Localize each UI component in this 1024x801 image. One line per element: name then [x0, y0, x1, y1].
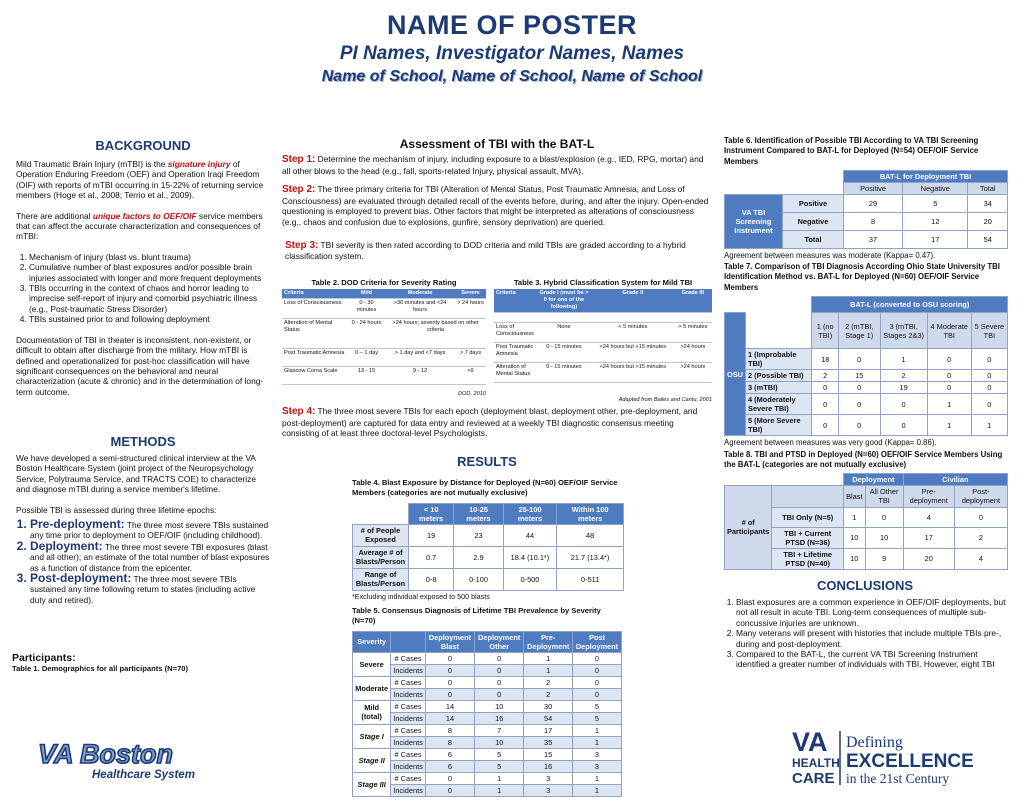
table-row: Incidents 8 10 35 1	[353, 736, 622, 748]
table4	[352, 478, 624, 601]
table5-header	[391, 631, 426, 652]
table8-group: Civilian	[903, 473, 1007, 485]
results-heading: RESULTS	[457, 454, 517, 469]
participants-block	[12, 652, 272, 674]
table-row: 4 (Moderately Severe TBI) 0 0 0 1 0	[725, 394, 1008, 415]
table-row: Total 37 17 54	[725, 231, 1008, 249]
table3-header: Grade III	[674, 289, 712, 313]
list-item: 3. Compared to the BAT-L, the current VA TBI Screening Instrument identified a greater number of individuals with TBI. However, eight TBI	[736, 649, 1010, 670]
list-item: 2. Many veterans will present with histories that include multiple TBIs pre-, during and post-deployment.	[736, 628, 1010, 649]
table-row: Stage III # Cases 0 1 3 1	[353, 772, 622, 784]
participants-heading: Participants:	[12, 652, 76, 664]
table2-caption: Table 2. DOD Criteria for Severity Rating	[311, 278, 457, 287]
table-row: Incidents 0 0 1 0	[353, 664, 622, 676]
table7-col: 5 Severe TBI	[971, 313, 1007, 349]
table5-header: Severity	[353, 631, 391, 652]
step1: Step 1: Determine the mechanism of injury, including exposure to a blast/explosion (e.g., IED, RPG, mortar) and all other blows to the head (e.g., fall, sports-related Injury, physical assault, MVA).	[282, 154, 704, 176]
table-row: Alteration of Mental Status 0 - 15 minutes <24 hours but >15 minutes >24 hours	[494, 363, 712, 383]
table-row: Stage I # Cases 8 7 17 1	[353, 724, 622, 736]
svg-text:VA Boston: VA Boston	[38, 739, 173, 769]
table-row: TBI + Lifetime PTSD (N=40) 10 9 20 4	[725, 548, 1008, 569]
table6-caption: Table 6. Identification of Possible TBI According to VA TBI Screening Instrument Compared to BAT-L for Deployed (N=54) OEF/OIF Service Members	[724, 136, 979, 166]
table1-caption: Table 1. Demographics for all participants (N=70)	[12, 664, 189, 673]
poster-authors: PI Names, Investigator Names, Names	[339, 43, 685, 64]
list-item: 2. Deployment: The three most severe TBI exposures (blast and all other); an estimate of the total number of blast exposures as a function of distance from the epicenter.	[30, 541, 270, 573]
table-row: TBI Only (N=5) 1 0 4 0	[725, 507, 1008, 527]
table2	[282, 278, 486, 397]
table5-header: Deployment Blast	[425, 631, 474, 652]
methods-heading: METHODS	[110, 434, 176, 449]
table5	[352, 606, 622, 797]
svg-text:VA: VA	[792, 727, 828, 757]
svg-text:in the 21st Century: in the 21st Century	[846, 771, 950, 786]
step4: Step 4: The three most severe TBIs for each epoch (deployment blast, deployment other, pre-deployment, and post-deployment) are captured for data entry and reviewed at a weekly TBI diagnostic consensus meeting consisting of at least three doctoral-level Psychologists.	[282, 406, 698, 439]
table5-header: Post Deployment	[572, 631, 621, 652]
table3-header: Criteria	[494, 289, 536, 313]
list-item: 1. Pre-deployment: The three most severe TBIs sustained any time prior to deployment to OEF/OIF (including childhood).	[30, 519, 270, 541]
list-item: 3. Post-deployment: The three most severe TBIs sustained any time following return to states (including active duty and retired).	[30, 573, 270, 605]
list-item: 1. Mechanism of injury (blast vs. blunt trauma)	[29, 252, 270, 262]
background-heading: BACKGROUND	[95, 138, 191, 153]
table-row: Alteration of Mental Status 0 - 24 hours >24 hours; severity based on other criteria	[282, 319, 486, 349]
background-list	[16, 252, 270, 325]
table-row: 3 (mTBI) 0 0 19 0 0	[725, 382, 1008, 394]
table-row: 1 (Improbable TBI) 18 0 1 0 0	[725, 349, 1008, 370]
assessment-section	[282, 137, 712, 262]
table8-caption: Table 8. TBI and PTSD in Deployed (N=60) OEF/OIF Service Members Using the BAT-L (categories are not mutually exclusive)	[724, 450, 1003, 470]
table7-col: 2 (mTBI, Stage 1)	[838, 313, 880, 349]
table-row: TBI + Current PTSD (N=36) 10 10 17 2	[725, 527, 1008, 548]
table7-col: 3 (mTBI, Stages 2&3)	[880, 313, 927, 349]
table2-header: Mild	[348, 289, 385, 299]
va-boston-logo	[36, 738, 236, 788]
poster-title: NAME OF POSTER	[386, 10, 637, 40]
svg-text:Defining: Defining	[846, 734, 903, 751]
table4-header: Within 100 meters	[557, 503, 624, 524]
table2-header: Severe	[455, 289, 486, 299]
table-row: Severe # Cases 0 0 1 0	[353, 652, 622, 664]
svg-text:EXCELLENCE: EXCELLENCE	[846, 751, 974, 772]
table-row: Incidents 0 1 3 1	[353, 784, 622, 796]
table4-note: *Excluding individual exposed to 500 blasts	[352, 591, 490, 601]
table7-note: Agreement between measures was very good (Kappa= 0.86).	[724, 438, 937, 448]
table-row: Moderate # Cases 0 0 2 0	[353, 676, 622, 688]
table-row: Stage II # Cases 6 5 15 3	[353, 748, 622, 760]
table5-caption: Table 5. Consensus Diagnosis of Lifetime TBI Prevalence by Severity (N=70)	[352, 606, 601, 626]
table5-header: Deployment Other	[475, 631, 524, 652]
table3-caption: Table 3. Hybrid Classification System for Mild TBI	[513, 278, 693, 287]
poster-header	[0, 10, 1024, 86]
table4-header: 25-100 meters	[503, 503, 556, 524]
table7-col: 1 (no TBI)	[812, 313, 838, 349]
table-row: VA TBI Screening Instrument Positive 29 5 34	[725, 195, 1008, 213]
va-excellence-logo	[790, 727, 1020, 787]
table-row: 2 (Possible TBI) 2 15 2 0 0	[725, 370, 1008, 382]
table5-header: Pre-Deployment	[524, 631, 573, 652]
epochs-list	[16, 519, 270, 605]
poster-affiliations: Name of School, Name of School, Name of School	[321, 68, 703, 85]
svg-text:CARE: CARE	[792, 770, 835, 787]
list-item: 3. TBIs occurring in the context of chaos and horror leading to imprecise self-report of injury and comorbid psychiatric illness (e.g., Post-traumatic Stress Disorder)	[29, 283, 270, 314]
background-section	[16, 138, 270, 397]
conclusions-section	[720, 578, 1010, 670]
table-row: Post Traumatic Amnesia 0 - 15 minutes <24 hours but >15 minutes >24 hours	[494, 343, 712, 363]
methods-p2: Possible TBI is assessed during three lifetime epochs:	[16, 504, 217, 515]
table-row: Average # of Blasts/Person 0.7 2.9 18.4 (10.1*) 21.7 (13.4*)	[353, 546, 624, 568]
list-item: 4. TBIs sustained prior to and following deployment	[29, 314, 270, 324]
table8-col: Pre-deployment	[903, 485, 954, 507]
table-row: 5 (More Severe TBI) 0 0 0 1 1	[725, 415, 1008, 436]
table-row: Loss of Consciousness 0 - 30 minutes >30 minutes and <24 hours > 24 hours	[282, 299, 486, 319]
background-p3: Documentation of TBI in theater is inconsistent, non-existent, or difficult to obtain after discharge from the military. How mTBI is defined and operationalized for post-hoc classification will have significant consequences on the behavioral and neural characterization (acute & chronic) and in the determination of long-term outcome.	[16, 334, 264, 397]
table7-side: OSU	[725, 313, 746, 436]
list-item: 1. Blast exposures are a common experience in OEF/OIF deployments, but not all result in acute TBI. Long-term consequences of multiple sub-concussive injuries are unknown.	[736, 597, 1010, 628]
table7-top: BAT-L (converted to OSU scoring)	[812, 297, 1008, 313]
table7-col: 4 Moderate TBI	[927, 313, 971, 349]
table4-header: 10-25 meters	[454, 503, 503, 524]
table6-top: BAT-L for Deployment TBI	[843, 171, 1007, 183]
table2-source: DOD, 2010	[458, 391, 486, 397]
table-row: Loss of Consciousness None < 5 minutes > 5 minutes	[494, 323, 712, 343]
step3: Step 3: TBI severity is then rated according to DOD criteria and mild TBIs are graded according to a hybrid classification system.	[285, 239, 686, 262]
step2: Step 2: The three primary criteria for TBI (Alteration of Mental Status, Post Traumatic Amnesia, and Loss of Consciousness) are evaluated through detailed recall of the events before, during, and after the injury. Open-ended questioning is employed to prevent bias. Other factors that might be interpreted as alterations of consciousness (e.g., chaos and confusion due to explosions, gunfire, sensory deprivation) are queried.	[282, 184, 709, 227]
table4-caption: Table 4. Blast Exposure by Distance for Deployed (N=60) OEF/OIF Service Members (categories are not mutually exclusive)	[352, 478, 618, 498]
svg-text:Healthcare System: Healthcare System	[92, 769, 195, 781]
table3-header: Grade I (must be > 0 for one of the following)	[536, 289, 592, 313]
methods-p1: We have developed a semi-structured clinical interview at the VA Boston Healthcare System (joint project of the Neuropsychology Service, Polytrauma Service, and TRACTS COE) to characterize and diagnose mTBI during a service member's lifetime.	[16, 453, 257, 495]
table6-col: Negative	[903, 183, 968, 195]
table6-col: Positive	[843, 183, 902, 195]
table3-source: Adapted from Bailes and Cantu, 2001	[618, 397, 712, 403]
assessment-heading: Assessment of TBI with the BAT-L	[399, 137, 595, 151]
table-row: Range of Blasts/Person 0-8 0-100 0-500 0-511	[353, 568, 624, 590]
table8-col: Post-deployment	[954, 485, 1007, 507]
conclusions-heading: CONCLUSIONS	[816, 578, 914, 593]
table2-header: Criteria	[282, 289, 348, 299]
table-row: Incidents 14 16 54 5	[353, 712, 622, 724]
table-row: Incidents 6 5 16 3	[353, 760, 622, 772]
methods-section	[16, 434, 270, 605]
table6-col: Total	[968, 183, 1008, 195]
table-row: Mild (total) # Cases 14 10 30 5	[353, 700, 622, 712]
table-row: # of People Exposed 19 23 44 48	[353, 524, 624, 546]
table3-header: Grade II	[592, 289, 674, 313]
table3	[494, 278, 712, 403]
conclusions-list	[720, 597, 1010, 670]
table-row: Negative 8 12 20	[725, 213, 1008, 231]
table8	[724, 450, 1008, 570]
table-row: Post Traumatic Amnesia 0 – 1 day > 1 day and <7 days > 7 days	[282, 349, 486, 367]
table6-side: VA TBI Screening Instrument	[725, 195, 783, 249]
list-item: 2. Cumulative number of blast exposures and/or possible brain injuries associated with longer and more frequent deployments	[29, 262, 270, 283]
svg-text:HEALTH: HEALTH	[792, 756, 840, 770]
table2-header: Moderate	[385, 289, 455, 299]
table6-note: Agreement between measures was moderate (Kappa= 0.47).	[724, 251, 936, 261]
background-p1: Mild Traumatic Brain Injury (mTBI) is the signature injury of Operation Enduring Freedom (OEF) and Operation Iraqi Freedom (OIF) with reports of mTBI occurring in 15-22% of returning service members (Hoge et al., 2008; Terrio et al., 2009).	[16, 159, 264, 201]
table-row: Incidents 0 0 2 0	[353, 688, 622, 700]
table7-caption: Table 7. Comparison of TBI Diagnosis According Ohio State University TBI Identification Method vs. BAT-L for Deployed (N=60) OEF/OIF Service Members	[724, 262, 1000, 292]
table6	[724, 136, 1008, 260]
table8-col: All Other TBI	[865, 485, 903, 507]
table8-col: Blast	[844, 485, 865, 507]
background-p2: There are additional unique factors to OEF/OIF service members that can affect the accurate characterization and consequences of mTBI:	[16, 210, 263, 242]
table4-header: < 10 meters	[409, 503, 454, 524]
table8-side: # of Participants	[725, 485, 772, 569]
table8-group: Deployment	[844, 473, 904, 485]
table-row: Glascow Coma Scale 13 - 15 9 - 12 <9	[282, 367, 486, 385]
table7	[724, 262, 1008, 447]
